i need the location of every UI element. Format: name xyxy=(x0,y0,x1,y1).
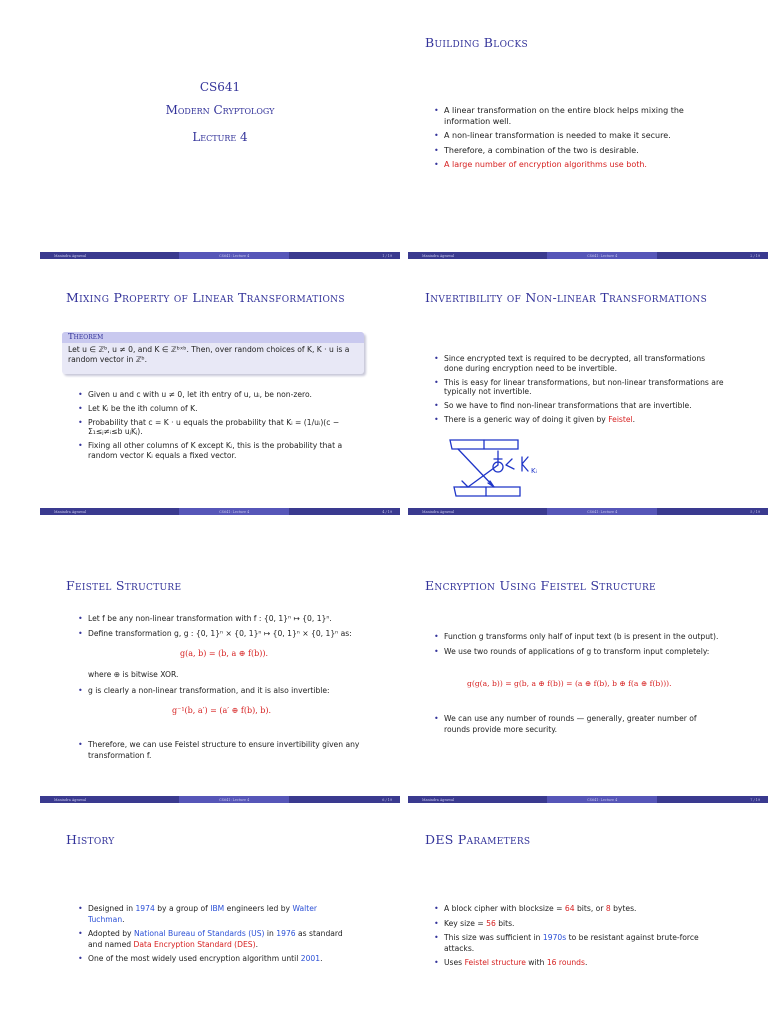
equation-two-rounds: g(g(a, b)) = g(b, a ⊕ f(b)) = (a ⊕ f(b), b ⊕ f(a ⊕ f(b))). xyxy=(467,679,672,688)
slide-title-building-blocks: Building Blocks xyxy=(425,35,528,50)
list-item: • Let Kᵢ be the ith column of K. xyxy=(78,404,363,414)
course-subject: Modern Cryptology xyxy=(165,103,275,117)
list-item: • Key size = 56 bits. xyxy=(434,919,724,930)
theorem-body: Let u ∈ ℤᵇ, u ≠ 0, and K ∈ ℤᵇˣᵇ. Then, over random choices of K, K · u is a random vector in ℤᵇ. xyxy=(68,345,350,364)
footer-course: CS641: Lecture 4 xyxy=(179,252,289,259)
list-item: • There is a generic way of doing it given by Feistel. xyxy=(434,415,724,425)
list-item: • g is clearly a non-linear transformation, and it is also invertible: xyxy=(78,686,368,697)
theorem-head: Theorem xyxy=(62,332,364,343)
list-item: • A large number of encryption algorithms use both. xyxy=(434,160,714,171)
list-item: • Designed in 1974 by a group of IBM engineers led by Walter Tuchman. xyxy=(78,904,348,925)
lecture-number: Lecture 4 xyxy=(192,130,248,144)
footer-course: CS641: Lecture 4 xyxy=(547,796,657,803)
list-item: • Therefore, a combination of the two is desirable. xyxy=(434,146,714,157)
list-item: • Given u and c with u ≠ 0, let ith entry of u, uᵢ, be non-zero. xyxy=(78,390,363,400)
encryption-list-a xyxy=(434,632,724,661)
footer-course: CS641: Lecture 4 xyxy=(547,508,657,515)
footer-author: Manindra Agrawal xyxy=(422,797,455,802)
footer-course: CS641: Lecture 4 xyxy=(547,252,657,259)
footer-page: 6 / 19 xyxy=(382,797,392,802)
list-item: • Let f be any non-linear transformation with f : {0, 1}ⁿ ↦ {0, 1}ⁿ. xyxy=(78,614,368,625)
footer-author: Manindra Agrawal xyxy=(422,253,455,258)
footer-page: 5 / 19 xyxy=(750,509,760,514)
invertibility-list xyxy=(434,354,724,429)
equation-g: g(a, b) = (b, a ⊕ f(b)). xyxy=(180,649,269,658)
sketch-label: Kᵢ xyxy=(531,467,537,475)
list-item: • This size was sufficient in 1970s to be resistant against brute-force attacks. xyxy=(434,933,724,954)
feistel-sketch xyxy=(448,437,558,499)
list-item: • Fixing all other columns of K except Kᵢ, this is the probability that a random vector Kᵢ equals a fixed vector. xyxy=(78,441,363,461)
feistel-list-c xyxy=(78,740,368,765)
list-item: • This is easy for linear transformations, but non-linear transformations are typically not invertible. xyxy=(434,378,724,398)
footer-page: 2 / 19 xyxy=(750,253,760,258)
footer-slide1 xyxy=(40,252,400,259)
list-item: • One of the most widely used encryption algorithm until 2001. xyxy=(78,954,348,965)
footer-author: Manindra Agrawal xyxy=(54,509,87,514)
list-item: • So we have to find non-linear transformations that are invertible. xyxy=(434,401,724,411)
footer-author: Manindra Agrawal xyxy=(54,253,87,258)
slide-title-feistel: Feistel Structure xyxy=(66,578,182,593)
footer-course: CS641: Lecture 4 xyxy=(179,508,289,515)
slide-title-encryption: Encryption Using Feistel Structure xyxy=(425,578,656,593)
list-item: • A linear transformation on the entire block helps mixing the information well. xyxy=(434,106,714,127)
footer-page: 4 / 19 xyxy=(382,509,392,514)
feistel-list-a xyxy=(78,614,368,643)
slide-title xyxy=(40,30,400,280)
slide-title-mixing: Mixing Property of Linear Transformations xyxy=(66,290,345,305)
slide-title-des-parameters: DES Parameters xyxy=(425,832,531,847)
list-item: • Therefore, we can use Feistel structure to ensure invertibility given any transformation f. xyxy=(78,740,368,761)
list-item: • Probability that c = K · u equals the probability that Kᵢ = (1/uᵢ)(c − Σ₁≤ⱼ≠ᵢ≤b uⱼKⱼ). xyxy=(78,418,363,438)
feistel-list-b xyxy=(78,686,368,701)
theorem-block xyxy=(62,332,364,374)
mixing-list xyxy=(78,390,363,465)
encryption-list-b xyxy=(434,714,724,739)
list-item: • A non-linear transformation is needed to make it secure. xyxy=(434,131,714,142)
list-item: • Since encrypted text is required to be decrypted, all transformations done during encryption need to be invertible. xyxy=(434,354,724,374)
slide-title-history: History xyxy=(66,832,115,847)
footer-course: CS641: Lecture 4 xyxy=(179,796,289,803)
footer-author: Manindra Agrawal xyxy=(422,509,455,514)
course-code: CS641 xyxy=(199,80,241,94)
list-item: • Uses Feistel structure with 16 rounds. xyxy=(434,958,724,969)
footer-slide4 xyxy=(408,508,768,515)
footer-slide2 xyxy=(408,252,768,259)
des-params-list xyxy=(434,904,724,973)
footer-slide3 xyxy=(40,508,400,515)
list-item: • We can use any number of rounds — generally, greater number of rounds provide more security. xyxy=(434,714,724,735)
list-item: • Function g transforms only half of input text (b is present in the output). xyxy=(434,632,724,643)
footer-page: 1 / 19 xyxy=(382,253,392,258)
history-list xyxy=(78,904,348,969)
slide-title-invertibility: Invertibility of Non-linear Transformations xyxy=(425,290,708,305)
list-item: • Define transformation g, g : {0, 1}ⁿ × {0, 1}ⁿ ↦ {0, 1}ⁿ × {0, 1}ⁿ as: xyxy=(78,629,368,640)
xor-note: where ⊕ is bitwise XOR. xyxy=(88,670,179,679)
footer-page: 7 / 19 xyxy=(750,797,760,802)
footer-slide6 xyxy=(408,796,768,803)
list-item: • A block cipher with blocksize = 64 bits, or 8 bytes. xyxy=(434,904,724,915)
footer-author: Manindra Agrawal xyxy=(54,797,87,802)
list-item: • We use two rounds of applications of g to transform input completely: xyxy=(434,647,724,658)
list-item: • Adopted by National Bureau of Standards (US) in 1976 as standard and named Data Encryption Standard (DES). xyxy=(78,929,348,950)
footer-slide5 xyxy=(40,796,400,803)
building-blocks-list xyxy=(434,106,714,175)
equation-g-inverse: g⁻¹(b, a′) = (a′ ⊕ f(b), b). xyxy=(172,706,272,715)
